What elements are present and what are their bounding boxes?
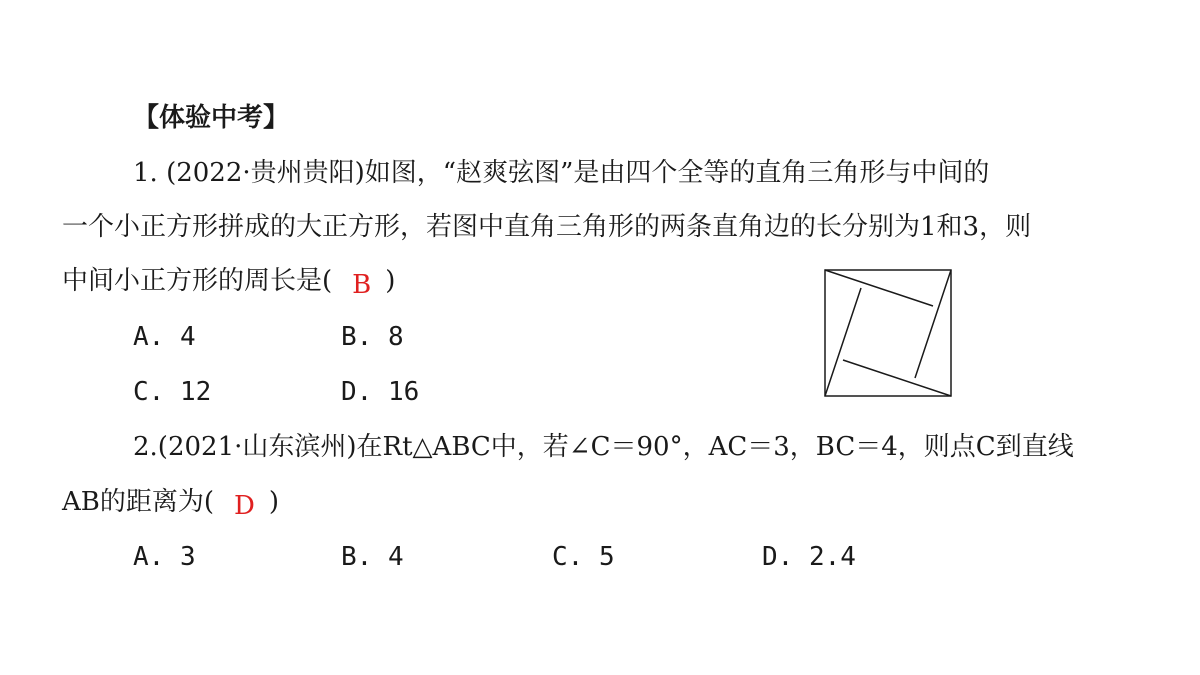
q1-option-b: B. 8 (341, 322, 404, 352)
triangle-leg-1 (825, 270, 933, 306)
q2-option-d: D. 2.4 (762, 542, 856, 572)
triangle-leg-2 (915, 270, 951, 378)
q2-line-2 (62, 485, 279, 519)
q1-line-3 (62, 264, 395, 298)
q2-line-1: 2.(2021·山东滨州)在Rt△ABC中，若∠C＝90°，AC＝3，BC＝4，则点C到直线 (133, 432, 1074, 462)
triangle-leg-3 (843, 360, 951, 396)
outer-square (825, 270, 951, 396)
section-title: 【体验中考】 (133, 103, 290, 133)
q2-stem-end: AB的距离为( (62, 487, 215, 517)
zhao-shuang-chord-diagram (824, 269, 952, 397)
q1-answer: B (352, 270, 372, 300)
q2-option-a: A. 3 (133, 542, 196, 572)
q1-line-1: 1. (2022·贵州贵阳)如图，“赵爽弦图”是由四个全等的直角三角形与中间的 (133, 158, 990, 188)
triangle-leg-4 (825, 288, 861, 396)
q1-line-2: 一个小正方形拼成的大正方形，若图中直角三角形的两条直角边的长分别为1和3，则 (62, 212, 1032, 242)
q2-answer: D (234, 491, 255, 521)
q1-option-d: D. 16 (341, 377, 420, 407)
q1-option-a: A. 4 (133, 322, 196, 352)
q2-close-paren: ) (268, 487, 280, 517)
q2-option-c: C. 5 (552, 542, 615, 572)
q1-stem-end: 中间小正方形的周长是( (62, 266, 333, 296)
q1-close-paren: ) (385, 266, 396, 296)
q1-option-c: C. 12 (133, 377, 212, 407)
q2-option-b: B. 4 (341, 542, 404, 572)
